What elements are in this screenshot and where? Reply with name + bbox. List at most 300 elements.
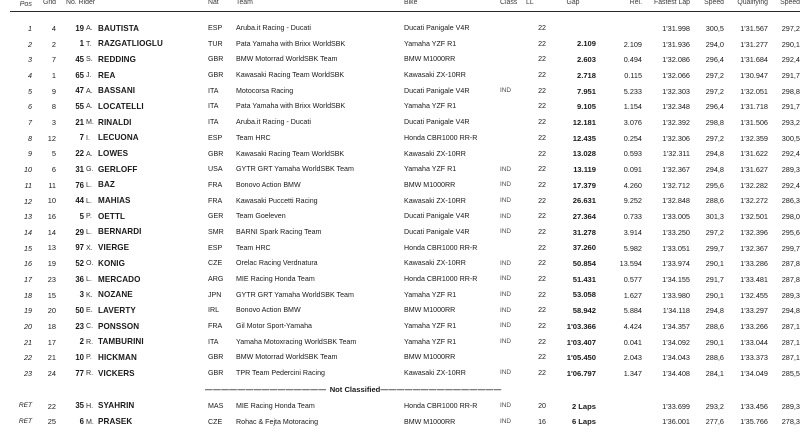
cell-relative: 3.076 — [623, 118, 642, 128]
header-gap: Gap — [546, 0, 600, 12]
cell-position: 23 — [24, 369, 32, 379]
cell-team: Bonovo Action BMW — [236, 306, 301, 315]
cell-position: 9 — [28, 149, 32, 159]
cell-gap: 12.181 — [572, 117, 596, 127]
cell-rider-initial: H. — [86, 401, 94, 410]
cell-bike: Yamaha YZF R1 — [404, 39, 457, 48]
table-row[interactable] — [10, 225, 800, 241]
cell-bike: Yamaha YZF R1 — [404, 337, 457, 346]
cell-grid: 12 — [47, 133, 56, 143]
cell-relative: 1.627 — [623, 290, 642, 300]
cell-class: IND — [500, 259, 512, 267]
cell-rider-number: 21 — [75, 117, 84, 127]
cell-fastest-speed: 277,6 — [705, 417, 724, 427]
cell-relative: 5.884 — [623, 306, 642, 316]
cell-position: 3 — [28, 55, 32, 65]
cell-nationality: GBR — [208, 149, 224, 158]
race-results-table — [10, 0, 800, 430]
cell-laps-led: 22 — [538, 275, 546, 283]
cell-rider-initial: R. — [86, 369, 94, 378]
cell-fastest-speed: 294,8 — [705, 149, 724, 159]
cell-nationality: JPN — [208, 290, 222, 299]
cell-qualifying: 1'33.044 — [740, 337, 768, 347]
cell-position: 21 — [24, 337, 32, 347]
cell-gap: 31.278 — [572, 227, 596, 237]
cell-grid: 13 — [47, 243, 56, 253]
header-fastest-lap: Fastest Lap — [644, 0, 690, 12]
cell-laps-led: 22 — [538, 337, 546, 346]
cell-nationality: ITA — [208, 102, 219, 111]
cell-qualifying: 1'35.766 — [740, 417, 768, 427]
cell-laps-led: 22 — [538, 196, 546, 205]
not-classified-section — [10, 382, 800, 399]
table-row[interactable] — [10, 162, 800, 178]
table-row[interactable] — [10, 303, 800, 319]
cell-position: 19 — [24, 306, 32, 316]
cell-class: IND — [500, 402, 512, 410]
cell-bike: BMW M1000RR — [404, 353, 456, 362]
cell-position: 17 — [24, 274, 32, 284]
cell-gap: 2.603 — [576, 55, 596, 65]
cell-qualifying: 1'31.684 — [740, 55, 768, 65]
cell-rider-name: RAZGATLIOGLU — [98, 39, 163, 49]
cell-nationality: ESP — [208, 24, 223, 32]
cell-rider-number: 7 — [79, 133, 84, 143]
cell-qualifying: 1'32.282 — [740, 180, 768, 190]
cell-nationality: ESP — [208, 133, 223, 142]
cell-bike: Honda CBR1000 RR-R — [404, 401, 478, 410]
cell-qualifying: 1'33.266 — [740, 321, 768, 331]
cell-position: 6 — [28, 102, 32, 112]
cell-class — [500, 146, 526, 162]
cell-relative: 13.594 — [619, 259, 642, 269]
cell-grid: 25 — [47, 417, 56, 427]
cell-qualifying-speed: 285,5 — [781, 369, 800, 379]
separator-dash-right: ——————————————— — [380, 384, 502, 394]
table-row[interactable] — [10, 52, 800, 68]
cell-fastest-lap: 1'34.092 — [662, 337, 690, 347]
cell-fastest-speed: 284,1 — [705, 369, 724, 379]
cell-bike: Yamaha YZF R1 — [404, 165, 457, 174]
cell-laps-led: 22 — [538, 322, 546, 331]
header-fastest-speed: Speed — [690, 0, 724, 12]
cell-gap: 53.058 — [572, 290, 596, 300]
cell-grid: 23 — [47, 274, 56, 284]
cell-qualifying: 1'32.051 — [740, 86, 768, 96]
cell-class — [500, 115, 526, 131]
cell-position: 22 — [24, 353, 32, 363]
header-qualifying: Qualifying — [724, 0, 768, 12]
cell-team: GYTR GRT Yamaha WorldSBK Team — [236, 290, 354, 299]
cell-qualifying: 1'31.627 — [740, 165, 768, 175]
cell-fastest-speed: 300,5 — [705, 23, 724, 33]
table-row[interactable] — [10, 146, 800, 162]
table-row[interactable] — [10, 209, 800, 225]
cell-team: BMW Motorrad WorldSBK Team — [236, 55, 338, 64]
cell-class — [500, 131, 526, 147]
cell-grid: 10 — [47, 196, 56, 206]
table-row[interactable] — [10, 414, 800, 430]
cell-gap: 12.435 — [572, 133, 596, 143]
cell-relative: 5.233 — [623, 86, 642, 96]
cell-grid: 18 — [47, 321, 56, 331]
cell-rider-name: MAHIAS — [98, 196, 131, 206]
cell-relative: 0.733 — [623, 212, 642, 222]
header-no-rider: No. Rider — [60, 0, 208, 12]
cell-bike: Ducati Panigale V4R — [404, 86, 470, 95]
cell-position: 20 — [24, 322, 32, 331]
cell-rider-initial: L. — [86, 196, 92, 205]
cell-rider-initial: A. — [86, 24, 93, 32]
cell-qualifying-speed: 299,7 — [781, 243, 800, 253]
cell-team: Team HRC — [236, 243, 271, 252]
cell-rider-initial: M. — [86, 417, 94, 426]
cell-rider-number: 29 — [75, 227, 84, 237]
table-row[interactable] — [10, 131, 800, 147]
cell-fastest-lap: 1'31.936 — [662, 39, 690, 49]
cell-rider-name: LOCATELLI — [98, 101, 144, 111]
table-row[interactable] — [10, 21, 800, 37]
cell-qualifying-speed: 294,8 — [781, 306, 800, 316]
table-row[interactable] — [10, 68, 800, 84]
cell-laps-led: 22 — [538, 212, 546, 221]
table-row[interactable] — [10, 115, 800, 131]
cell-rider-initial: S. — [86, 55, 93, 64]
cell-team: Aruba.it Racing - Ducati — [236, 118, 311, 127]
cell-rider-initial: R. — [86, 337, 94, 346]
cell-team: Kawasaki Racing Team WorldSBK — [236, 149, 345, 158]
cell-team: Orelac Racing Verdnatura — [236, 259, 318, 268]
cell-laps-led: 22 — [538, 180, 546, 189]
table-row[interactable] — [10, 334, 800, 350]
cell-gap: 51.431 — [572, 274, 596, 284]
cell-fastest-speed: 297,2 — [705, 227, 724, 237]
cell-grid: 2 — [51, 39, 56, 49]
cell-relative — [600, 414, 644, 430]
cell-position: RET — [18, 402, 32, 410]
cell-qualifying-speed: 289,3 — [781, 401, 800, 411]
cell-fastest-speed: 295,6 — [705, 180, 724, 190]
cell-gap: 2.109 — [576, 39, 596, 49]
cell-relative: 4.424 — [623, 321, 642, 331]
cell-class: IND — [500, 212, 512, 220]
header-class: Class — [500, 0, 526, 12]
cell-qualifying-speed: 292,4 — [781, 180, 800, 190]
cell-rider-initial: K. — [86, 290, 93, 299]
cell-team: Kawasaki Racing Team WorldSBK — [236, 71, 345, 80]
cell-fastest-speed: 298,8 — [705, 118, 724, 128]
cell-qualifying: 1'32.501 — [740, 212, 768, 222]
cell-laps-led: 22 — [538, 353, 546, 362]
cell-nationality: TUR — [208, 39, 223, 48]
cell-qualifying: 1'34.049 — [740, 369, 768, 379]
cell-grid: 24 — [47, 368, 56, 378]
cell-rider-name: OETTL — [98, 211, 126, 221]
cell-laps-led: 22 — [538, 39, 546, 48]
header-bike: Bike — [404, 0, 500, 12]
cell-relative: 0.041 — [623, 337, 642, 347]
cell-grid: 14 — [47, 227, 56, 237]
cell-relative: 9.252 — [623, 196, 642, 206]
cell-relative: 0.115 — [624, 70, 642, 80]
table-row[interactable] — [10, 350, 800, 366]
cell-relative: 0.494 — [623, 55, 642, 65]
cell-fastest-lap: 1'36.001 — [662, 417, 690, 427]
cell-gap: 9.105 — [576, 102, 596, 112]
cell-laps-led: 22 — [538, 369, 546, 378]
cell-nationality: IRL — [208, 306, 220, 315]
cell-fastest-speed: 294,0 — [705, 39, 724, 49]
cell-nationality: ITA — [208, 118, 219, 127]
cell-grid: 5 — [51, 149, 56, 159]
cell-rider-name: PRASEK — [98, 417, 133, 426]
cell-rider-name: REA — [98, 70, 116, 80]
cell-team: Gil Motor Sport-Yamaha — [236, 322, 312, 331]
cell-qualifying: 1'31.567 — [740, 23, 768, 33]
table-row[interactable] — [10, 399, 800, 415]
cell-fastest-lap: 1'34.118 — [662, 306, 690, 316]
cell-qualifying-speed: 291,7 — [781, 102, 800, 112]
cell-laps-led: 22 — [538, 102, 546, 111]
cell-class: IND — [500, 369, 512, 377]
cell-bike: Ducati Panigale V4R — [404, 227, 470, 236]
cell-rider-number: 55 — [75, 102, 84, 112]
table-row[interactable] — [10, 178, 800, 194]
cell-nationality: FRA — [208, 180, 223, 189]
cell-fastest-speed: 297,2 — [705, 133, 724, 143]
cell-laps-led: 22 — [538, 55, 546, 64]
cell-rider-initial: L. — [86, 227, 92, 236]
cell-grid: 20 — [47, 306, 56, 316]
cell-nationality: ESP — [208, 243, 223, 252]
cell-laps-led: 22 — [538, 290, 546, 299]
cell-team: Kawasaki Puccetti Racing — [236, 196, 318, 205]
cell-nationality: MAS — [208, 401, 224, 410]
cell-relative: 1.154 — [623, 102, 642, 112]
cell-nationality: SMR — [208, 227, 224, 236]
cell-class — [500, 99, 526, 115]
cell-team: Rohac & Fejta Motoracing — [236, 417, 319, 426]
cell-qualifying: 1'33.373 — [740, 353, 768, 363]
header-nat: Nat — [208, 0, 236, 12]
cell-relative: 0.091 — [623, 165, 642, 175]
cell-grid: 11 — [48, 180, 56, 190]
cell-rider-name: VIERGE — [98, 243, 130, 253]
cell-gap — [546, 21, 600, 37]
cell-qualifying-speed: 289,3 — [781, 165, 800, 175]
cell-class — [500, 36, 526, 52]
cell-rider-name: BAUTISTA — [98, 23, 140, 33]
cell-nationality: GBR — [208, 55, 224, 64]
cell-bike: Honda CBR1000 RR-R — [404, 133, 478, 142]
cell-bike: Kawasaki ZX-10RR — [404, 369, 466, 378]
cell-nationality: CZE — [208, 417, 223, 426]
table-row[interactable] — [10, 256, 800, 272]
cell-bike: BMW M1000RR — [404, 55, 456, 64]
cell-fastest-lap: 1'33.051 — [662, 243, 690, 253]
cell-position: 7 — [28, 118, 32, 128]
cell-qualifying-speed: 300,5 — [781, 133, 800, 143]
cell-fastest-speed: 290,1 — [705, 259, 724, 269]
cell-bike: Yamaha YZF R1 — [404, 102, 457, 111]
cell-qualifying-speed: 286,3 — [781, 196, 800, 206]
table-row[interactable] — [10, 240, 800, 256]
cell-nationality: FRA — [208, 196, 223, 205]
table-row[interactable] — [10, 287, 800, 303]
cell-laps-led: 22 — [538, 24, 546, 32]
cell-rider-name: HICKMAN — [98, 352, 137, 362]
header-pos: Pos — [10, 0, 36, 12]
cell-grid: 22 — [47, 401, 56, 411]
cell-nationality: GBR — [208, 369, 224, 378]
cell-class: IND — [500, 196, 512, 204]
cell-team: Yamaha Motoxracing WorldSBK Team — [236, 337, 357, 346]
cell-class: IND — [500, 275, 512, 283]
cell-rider-initial: M. — [86, 118, 94, 127]
cell-fastest-lap: 1'32.348 — [662, 102, 690, 112]
cell-grid: 8 — [51, 102, 56, 112]
cell-fastest-lap: 1'33.699 — [662, 401, 690, 411]
cell-bike: Kawasaki ZX-10RR — [404, 71, 466, 80]
cell-relative — [600, 21, 644, 37]
table-row[interactable] — [10, 366, 800, 382]
table-row[interactable] — [10, 99, 800, 115]
cell-bike: Kawasaki ZX-10RR — [404, 149, 466, 158]
header-grid: Grid — [36, 0, 60, 12]
table-row[interactable] — [10, 319, 800, 335]
cell-rider-number: 31 — [75, 164, 84, 174]
table-row[interactable] — [10, 272, 800, 288]
cell-gap: 13.119 — [573, 164, 596, 174]
cell-rider-initial: A. — [86, 149, 93, 158]
cell-fastest-speed: 293,2 — [705, 401, 724, 411]
cell-bike: BMW M1000RR — [404, 306, 456, 315]
cell-team: Team HRC — [236, 133, 271, 142]
table-row[interactable] — [10, 83, 800, 99]
cell-rider-number: 77 — [75, 368, 84, 378]
cell-rider-initial: A. — [86, 102, 93, 111]
cell-gap: 58.942 — [572, 306, 596, 316]
cell-position: 4 — [28, 71, 32, 80]
cell-rider-name: REDDING — [98, 54, 137, 64]
table-body — [10, 12, 800, 21]
cell-nationality: GER — [208, 212, 224, 221]
cell-nationality: GBR — [208, 71, 224, 80]
cell-fastest-lap: 1'34.043 — [662, 353, 690, 363]
cell-fastest-lap: 1'34.155 — [662, 274, 690, 284]
cell-position: 18 — [24, 290, 32, 300]
table-row[interactable] — [10, 193, 800, 209]
cell-rider-number: 2 — [79, 337, 84, 347]
cell-position: 13 — [24, 212, 32, 222]
cell-bike: Yamaha YZF R1 — [404, 322, 457, 331]
cell-qualifying: 1'31.718 — [740, 102, 768, 112]
cell-gap: 13.028 — [572, 149, 596, 159]
cell-qualifying-speed: 287,1 — [781, 353, 800, 363]
cell-rider-number: 35 — [75, 401, 84, 411]
cell-qualifying: 1'32.396 — [740, 227, 768, 237]
cell-relative: 2.043 — [623, 353, 642, 363]
cell-rider-number: 22 — [75, 149, 84, 159]
cell-relative: 2.109 — [623, 39, 642, 49]
cell-qualifying-speed: 298,8 — [781, 86, 800, 96]
cell-fastest-lap: 1'33.005 — [662, 212, 690, 222]
cell-gap: 17.379 — [572, 180, 596, 190]
header-qualifying-speed: Speed — [768, 0, 800, 12]
cell-class: IND — [500, 181, 512, 189]
cell-position: 2 — [28, 39, 32, 49]
cell-fastest-lap: 1'33.974 — [662, 259, 690, 269]
cell-rider-number: 47 — [75, 86, 84, 96]
cell-grid: 19 — [47, 259, 56, 269]
cell-team: Team Goeleven — [236, 212, 286, 221]
cell-team: Bonovo Action BMW — [236, 180, 301, 189]
cell-position: 16 — [24, 259, 32, 269]
cell-class — [500, 240, 526, 256]
cell-gap: 37.260 — [572, 243, 596, 253]
cell-grid: 4 — [51, 23, 56, 33]
cell-nationality: GBR — [208, 353, 224, 362]
cell-rider-initial: J. — [86, 71, 92, 80]
cell-gap: 50.854 — [572, 259, 596, 269]
cell-fastest-lap: 1'34.408 — [662, 369, 690, 379]
cell-gap: 27.364 — [572, 212, 596, 221]
cell-fastest-lap: 1'34.357 — [662, 321, 690, 331]
cell-qualifying-speed: 291,7 — [781, 70, 800, 80]
cell-laps-led: 22 — [538, 118, 546, 127]
cell-bike: Ducati Panigale V4R — [404, 118, 470, 127]
table-row[interactable] — [10, 36, 800, 52]
cell-rider-name: LAVERTY — [98, 305, 136, 315]
cell-position: 10 — [24, 165, 32, 175]
cell-rider-number: 5 — [79, 211, 84, 221]
cell-class: IND — [500, 417, 512, 425]
cell-rider-initial: L. — [86, 275, 92, 283]
cell-gap: 1'06.797 — [566, 368, 596, 378]
cell-class — [500, 21, 526, 37]
cell-qualifying-speed: 292,4 — [781, 149, 800, 159]
cell-relative — [600, 399, 644, 415]
cell-team: TPR Team Pedercini Racing — [236, 369, 325, 378]
not-classified-rows — [10, 399, 800, 430]
cell-bike: BMW M1000RR — [404, 180, 456, 189]
cell-grid: 1 — [51, 70, 56, 80]
cell-team: BMW Motorrad WorldSBK Team — [236, 353, 338, 362]
not-classified-separator-row — [10, 382, 800, 399]
cell-qualifying-speed: 293,2 — [781, 118, 800, 128]
cell-class: IND — [500, 322, 512, 330]
cell-gap: 6 Laps — [571, 417, 596, 427]
cell-position: RET — [18, 417, 32, 425]
cell-rider-number: 76 — [75, 180, 84, 190]
cell-laps-led: 22 — [538, 165, 546, 174]
cell-fastest-lap: 1'32.311 — [662, 149, 690, 159]
cell-gap: 2.718 — [576, 70, 596, 80]
table-header — [10, 0, 800, 12]
cell-nationality: ITA — [208, 86, 219, 95]
cell-fastest-speed: 288,6 — [705, 353, 724, 363]
cell-rider-name: RINALDI — [98, 117, 132, 127]
cell-rider-number: 6 — [79, 417, 84, 427]
cell-rider-initial: A. — [86, 86, 93, 95]
cell-qualifying-speed: 287,8 — [781, 274, 800, 284]
cell-rider-name: BERNARDI — [98, 227, 142, 237]
cell-team: BARNI Spark Racing Team — [236, 227, 322, 236]
cell-rider-number: 19 — [75, 23, 84, 33]
cell-fastest-lap: 1'32.848 — [662, 196, 690, 206]
cell-team: GYTR GRT Yamaha WorldSBK Team — [236, 165, 354, 174]
cell-rider-name: VICKERS — [98, 368, 135, 378]
